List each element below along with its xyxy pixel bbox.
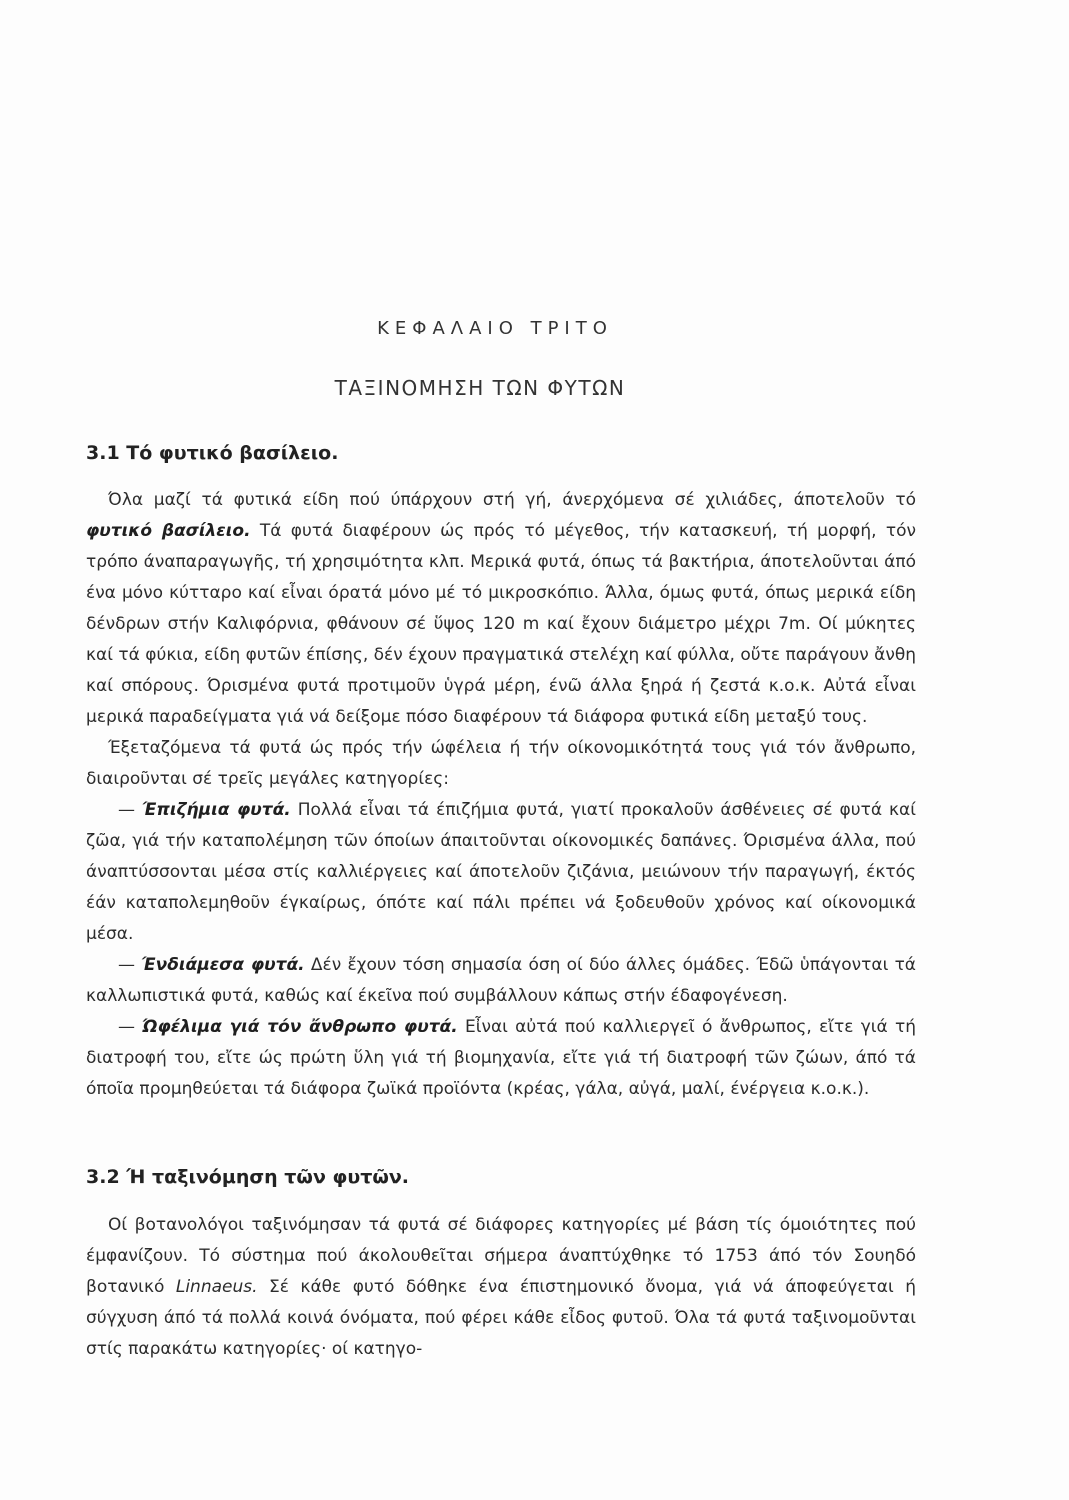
paragraph-classification bbox=[86, 1210, 916, 1365]
text-run: Όλα μαζί τά φυτικά είδη πού ύπάρχουν στή γή, άνερχόμενα σέ χιλιάδες, άποτελοῦν τό bbox=[108, 490, 916, 510]
emphasis-term: φυτικό βασίλειο. bbox=[86, 521, 251, 541]
section-1-heading-block bbox=[86, 438, 916, 468]
section-2-heading: 3.2 Ή ταξινόμηση τῶν φυτῶν. bbox=[86, 1166, 409, 1188]
list-item-useful-plants bbox=[86, 1012, 916, 1105]
dash: — bbox=[118, 1017, 143, 1037]
text-run: Σέ κάθε φυτό δόθηκε ένα έπιστημονικό ὄνομα, γιά νά άποφεύγεται ή σύγχυση άπό τά πολλά κοινά όνόματα, πού φέρει κάθε εἶδος φυτοῦ. Όλα τά φυτά ταξινομοῦνται στίς παρακάτω κατηγορίες· οί κατηγο- bbox=[86, 1277, 916, 1359]
section-1-body bbox=[86, 485, 916, 1105]
chapter-label: ΚΕΦΑΛΑΙΟ ΤΡΙΤΟ bbox=[377, 318, 613, 339]
section-1-heading: 3.1 Τό φυτικό βασίλειο. bbox=[86, 442, 339, 464]
section-2-body bbox=[86, 1210, 916, 1365]
italic-name: Linnaeus. bbox=[175, 1277, 258, 1297]
text-run: Εἶναι αὐτά πού καλλιεργεῖ ό ἄνθρωπος, εἴτε γιά τή διατροφή του, εἴτε ώς πρώτη ὕλη γιά τή βιομηχανία, εἴτε γιά τή διατροφή τῶν ζώων, άπό τά όποῖα προμηθεύεται τά διάφορα ζωϊκά προϊόντα (κρέας, γάλα, αὐγά, μαλί, ένέργεια κ.ο.κ.). bbox=[86, 1017, 917, 1099]
text-run: Τά φυτά διαφέρουν ώς πρός τό μέγεθος, τήν κατασκευή, τή μορφή, τόν τρόπο άναπαραγωγῆς, τή χρησιμότητα κλπ. Μερικά φυτά, όπως τά βακτήρια, άποτελοῦνται άπό ένα μόνο κύτταρο καί εἶναι όρατά μόνο μέ τό μικροσκόπιο. Άλλα, όμως φυτά, όπως μερικά είδη δένδρων στήν Καλιφόρνια, φθάνουν σέ ὕψος 120 m καί ἔχουν διάμετρο μέχρι 7m. Οί μύκητες καί τά φύκια, είδη φυτῶν έπίσης, δέν έχουν πραγματικά στελέχη καί φύλλα, οὔτε παράγουν ἄνθη καί σπόρους. Όρισμένα φυτά προτιμοῦν ὑγρά μέρη, ένῶ άλλα ξηρά ή ζεστά κ.ο.κ. Αὐτά εἶναι μερικά παραδείγματα γιά νά δείξομε πόσο διαφέρουν τά διάφορα φυτικά είδη μεταξύ τους. bbox=[86, 521, 916, 727]
paragraph-plant-kingdom bbox=[86, 485, 916, 733]
list-item-intermediate-plants bbox=[86, 950, 916, 1012]
paragraph-categories-intro: Έξεταζόμενα τά φυτά ώς πρός τήν ώφέλεια ή τήν οίκονομικότητά τους γιά τόν ἄνθρωπο, διαιροῦνται σέ τρεῖς μεγάλες κατηγορίες: bbox=[86, 738, 916, 789]
dash: — bbox=[118, 955, 142, 975]
dash: — bbox=[118, 800, 143, 820]
emphasis-term: Ώφέλιμα γιά τόν ἄνθρωπο φυτά. bbox=[142, 1017, 458, 1037]
text-run: Οί βοτανολόγοι ταξινόμησαν τά φυτά σέ διάφορες κατηγορίες μέ βάση τίς όμοιότητες πού έμφανίζουν. Τό σύστημα πού άκολουθεῖται σήμερα άναπτύχθηκε τό 1753 άπό τόν Σουηδό βοτανικό bbox=[86, 1215, 916, 1297]
list-item-harmful-plants bbox=[86, 795, 916, 950]
text-run: Πολλά εἶναι τά έπιζήμια φυτά, γιατί προκαλοῦν άσθένειες σέ φυτά καί ζῶα, γιά τήν καταπολέμηση τῶν όποίων άπαιτοῦνται οίκονομικές δαπάνες. Όρισμένα άλλα, πού άναπτύσσονται μέσα στίς καλλιέργειες καί άποτελοῦν ζιζάνια, μειώνουν τήν παραγωγή, έκτός έάν καταπολεμηθοῦν έγκαίρως, όπότε καί πάλι πρέπει νά ξοδευθοῦν χρόνος καί οίκονομικά μέσα. bbox=[86, 800, 917, 944]
text-run: Δέν ἔχουν τόση σημασία όση οί δύο άλλες όμάδες. Έδῶ ὑπάγονται τά καλλωπιστικά φυτά, καθώς καί έκεῖνα πού συμβάλλουν κάπως στήν έδαφογένεση. bbox=[86, 955, 917, 1006]
emphasis-term: Έπιζήμια φυτά. bbox=[142, 800, 291, 820]
section-2-heading-block bbox=[86, 1162, 916, 1192]
chapter-title: ΤΑΞΙΝΟΜΗΣΗ ΤΩΝ ΦΥΤΩΝ bbox=[334, 376, 626, 400]
emphasis-term: Ένδιάμεσα φυτά. bbox=[141, 955, 305, 975]
